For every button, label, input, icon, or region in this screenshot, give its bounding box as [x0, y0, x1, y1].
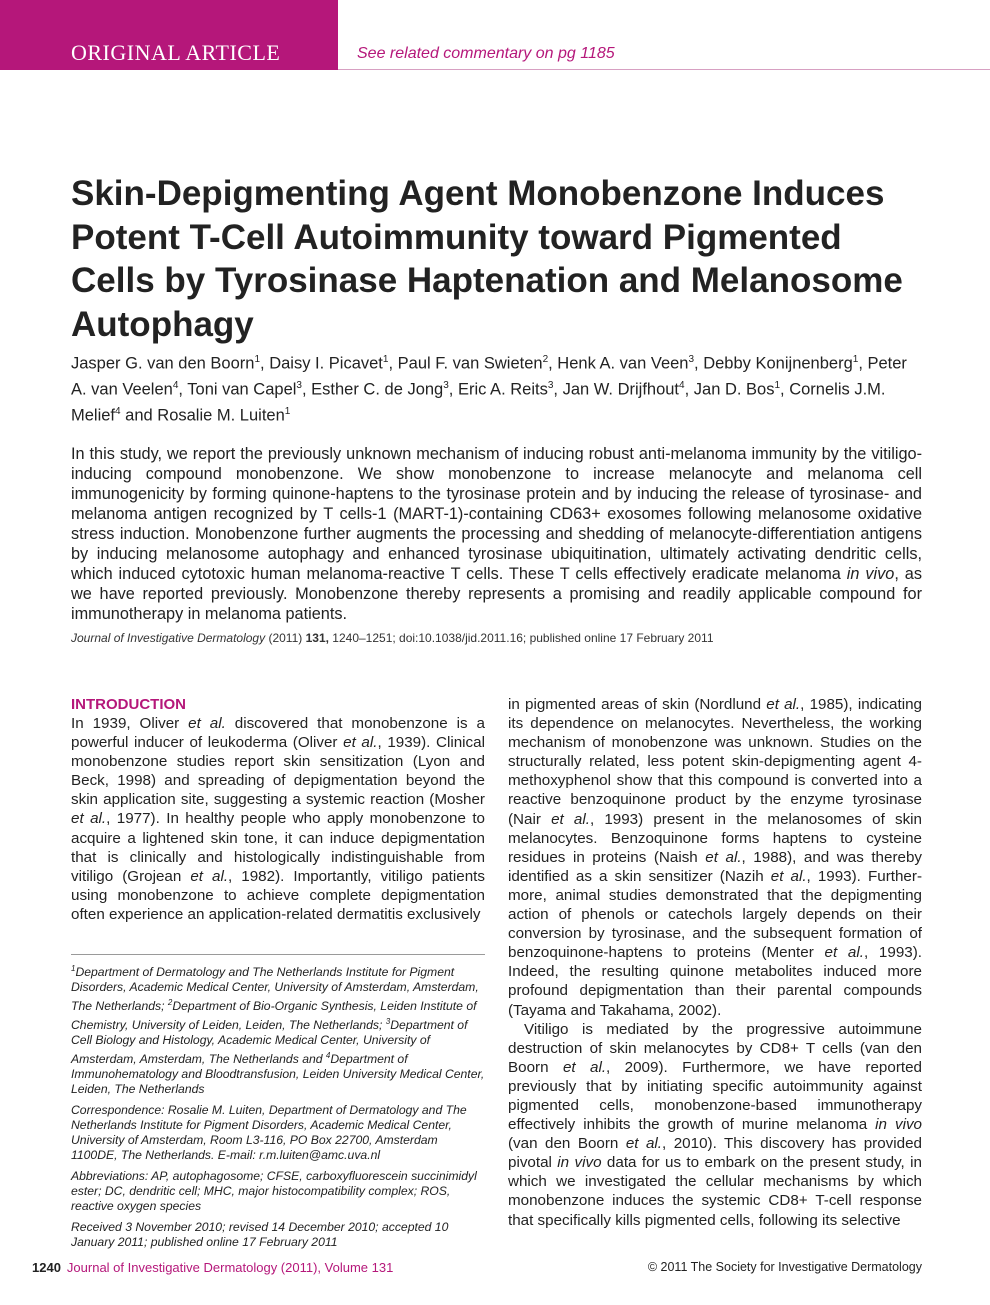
italic-run: et al. — [625, 1135, 663, 1153]
abstract-text-a: In this study, we report the previously unknown mechanism of inducing robust anti-melanoma immunity by the vitiligo-inducing compound monobenzone. We show monobenzone to increase melanocyte and melanoma cell immunogenicity by forming quinone-haptens to the tyrosinase protein and by inducing the release of tyrosinase- and melanoma antigen recognized by T cells-1 (MART-1)-containing CD63+ exosomes following melanosome oxidative stress induction. Monobenzone further augments the processing and shedding of melanocyte-differentiation antigens by inducing melanosome autophagy and enhanced tyrosinase ubiquitination, ultimately activating dendritic cells, which induced cytotoxic human melanoma-reactive T cells. These T cells effectively eradicate melanoma — [71, 445, 922, 583]
text-run: discovered that monobenzone is a powerful inducer of leukoderma (Oliver — [71, 715, 485, 752]
text-run: , 1988), and was thereby identified as a skin sensitizer (Nazih — [508, 848, 922, 885]
affiliation-number: 2 — [167, 998, 173, 1008]
affiliations — [71, 961, 485, 1097]
affiliation-number: 4 — [325, 1051, 331, 1061]
citation-year: (2011) — [268, 631, 303, 645]
citation-line — [71, 631, 931, 645]
author-name: Daisy I. Picavet — [269, 354, 383, 373]
intro-paragraph-1 — [71, 714, 485, 924]
citation-volume: 131, — [305, 631, 329, 645]
author-name: Esther C. de Jong — [311, 380, 444, 399]
text-run: , 1939). Clinical monobenzone studies report skin sensitization (Lyon and Beck, 1998) and spreading of depigmentation beyond the skin application site, suggesting a systemic reaction (Mosher — [71, 734, 485, 809]
footer-journal-info: Journal of Investigative Dermatology (2011), Volume 131 — [66, 1260, 394, 1275]
author-name: Rosalie M. Luiten — [157, 406, 285, 425]
affiliation-text: Department of Bio-Organic Synthesis, Leiden Institute of Chemistry, University of Leiden, Leiden, The Netherlands; — [71, 999, 477, 1033]
author-affiliation: 3 — [296, 380, 302, 391]
column-left — [71, 695, 485, 924]
author-affiliation: 2 — [542, 354, 549, 365]
author-separator: , — [548, 354, 558, 373]
italic-run: et al. — [343, 734, 378, 752]
italic-run: et al. — [190, 867, 229, 885]
author-affiliation: 4 — [679, 380, 685, 391]
text-run: , 2009). Furthermore, we have reported previously that by initiating specific autoimmunity against pigmented cells, monobenzone-based immunotherapy effectively inhibits the growth of murine melanoma — [508, 1058, 922, 1134]
author-list — [71, 349, 926, 427]
italic-run: et al. — [188, 715, 226, 732]
received-dates: Received 3 November 2010; revised 14 December 2010; accepted 10 January 2011; published online 17 February 2011 — [71, 1220, 449, 1250]
author-name: Toni van Capel — [187, 380, 297, 399]
column-right — [508, 695, 922, 1230]
section-heading-introduction: INTRODUCTION — [71, 696, 186, 713]
author-affiliation: 1 — [382, 354, 389, 365]
intro-paragraph-3 — [508, 1020, 922, 1230]
italic-run: et al. — [71, 810, 107, 828]
author-affiliation: 1 — [254, 354, 261, 365]
correspondence: Correspondence: Rosalie M. Luiten, Department of Dermatology and The Netherlands Institute for Pigment Disorders, Academic Medical Center, University of Amsterdam, Room L3-116, PO Box 22700, Amsterdam 1100DE, The Netherlands. E-mail: r.m.luiten@amc.uva.nl — [71, 1103, 467, 1163]
footer-copyright: © 2011 The Society for Investigative Dermatology — [647, 1260, 922, 1274]
text-run: , 2010). This discovery has provided pivotal — [508, 1135, 922, 1172]
author-separator: , — [301, 380, 312, 399]
article-title: Skin-Depigmenting Agent Monobenzone Induces Potent T-Cell Autoimmunity toward Pigmented Cells by Tyrosinase Haptenation and Melanosome Autophagy — [71, 174, 903, 344]
author-name: Peter A. van Veelen — [71, 354, 907, 399]
affiliation-text: Department of Dermatology and The Netherlands Institute for Pigment Disorders, Academic Medical Center, University of Amsterdam, Amsterdam, The Netherlands; — [71, 965, 479, 1014]
abbreviations: Abbreviations: AP, autophagosome; CFSE, carboxyfluorescein succinimidyl ester; DC, dendritic cell; MHC, major histocompatibility complex; ROS, reactive oxygen species — [71, 1169, 477, 1214]
section-band — [0, 0, 338, 70]
author-separator: , — [260, 354, 270, 373]
italic-run: et al. — [705, 848, 742, 866]
author-name: Jan D. Bos — [693, 380, 775, 399]
text-run: , 1985), indicating its dependence on melanocytes. Nevertheless, the working mechanism of monobenzone was unknown. Studies on the structurally related, less potent skin-depigmenting agent 4-methoxyphenol show that this compound is converted into a reactive benzoquinone product by the enzyme tyrosinase (Nair — [508, 696, 922, 828]
footer-journal — [32, 1260, 393, 1275]
text-run: Vitiligo is mediated by the progressive autoimmune destruction of skin melanocytes by CD8+ T cells (van den Boorn — [508, 1020, 922, 1076]
author-name: Jasper G. van den Boorn — [71, 354, 255, 373]
author-separator: , — [780, 380, 790, 399]
author-name: Henk A. van Veen — [557, 354, 689, 373]
abstract — [71, 444, 922, 624]
affiliation-text: Department of Cell Biology and Histology, Academic Medical Center, University of Amsterdam, Amsterdam, The Netherlands and — [71, 1018, 468, 1067]
italic-run: et al. — [551, 810, 590, 828]
author-name: Eric A. Reits — [457, 380, 548, 399]
related-commentary-link[interactable]: See related commentary on pg 1185 — [357, 45, 615, 62]
text-run: , 1982). Importantly, vitiligo patients using monobenzone to achieve complete depigmentation often experience an application-related dermatitis exclusively — [71, 867, 485, 923]
italic-run: et al. — [770, 867, 807, 885]
citation-journal: Journal of Investigative Dermatology — [71, 631, 266, 645]
text-run: , 1993). Indeed, the resulting quinone metabolites induced more profound depigmentation than their parental compounds (Tayama and Takahama, 2002). — [508, 944, 922, 1019]
italic-run: in vivo — [875, 1116, 922, 1134]
text-run: , 1993) present in the melanosomes of skin melanocytes. Benzoquinone forms haptens to cysteine residues in proteins (Naish — [508, 810, 922, 866]
author-separator: , — [553, 380, 563, 399]
author-separator: , — [694, 354, 704, 373]
text-run: , 1977). In healthy people who apply monobenzone to acquire a lightened skin tone, it can induce depigmentation that is clinically and histologically indistinguishable from vitiligo (Grojean — [71, 810, 485, 885]
author-name: Cornelis J.M. Melief — [71, 380, 886, 425]
footnotes — [71, 961, 485, 1256]
author-and: and — [120, 406, 158, 425]
abstract-text-c: , as we have reported previously. Monobenzone thereby represents a promising and readily applicable compound for immunotherapy in melanoma patients. — [71, 565, 922, 623]
citation-rest: 1240–1251; doi:10.1038/jid.2011.16; published online 17 February 2011 — [332, 631, 714, 645]
author-name: Paul F. van Swieten — [397, 354, 543, 373]
italic-run: in vivo — [557, 1154, 602, 1172]
italic-run: et al. — [824, 944, 864, 962]
footnote-divider — [71, 954, 485, 955]
author-separator: , — [858, 354, 868, 373]
author-affiliation: 3 — [443, 380, 449, 391]
author-separator: , — [388, 354, 398, 373]
author-affiliation: 4 — [172, 380, 179, 391]
author-affiliation: 1 — [774, 380, 781, 391]
abstract-text-b: in vivo — [846, 565, 895, 583]
affiliation-number: 1 — [71, 964, 76, 973]
text-run: in pigmented areas of skin (Nordlund — [508, 696, 767, 713]
author-separator: , — [684, 380, 694, 399]
section-label: ORIGINAL ARTICLE — [71, 40, 281, 65]
author-affiliation: 4 — [115, 406, 121, 417]
author-affiliation: 3 — [688, 354, 695, 365]
author-affiliation: 1 — [852, 354, 859, 365]
author-name: Debby Konijnenberg — [703, 354, 853, 373]
italic-run: et al. — [562, 1058, 607, 1076]
text-run: , 1993). Furthermore, animal studies demonstrated that the depigmenting action of phenols or catechols largely depends on their conversion by tyrosinase, and the subsequent formation of benzoquinone-haptens to proteins (Menter — [508, 867, 922, 962]
header-rule — [338, 69, 990, 70]
intro-paragraph-2 — [508, 695, 922, 1020]
author-name: Jan W. Drijfhout — [562, 380, 680, 399]
text-run: data for us to embark on the present study, in which we investigated the cellular mechanisms by which monobenzone induces the systemic CD8+ T-cell response that specifically kills pigmented cells, following its selective — [508, 1154, 922, 1229]
italic-run: et al. — [766, 696, 801, 713]
text-run: In 1939, Oliver — [71, 715, 189, 732]
affiliation-text: Department of Immunohematology and Bloodtransfusion, Leiden University Medical Center, Leiden, The Netherlands — [71, 1052, 485, 1097]
text-run: (van den Boorn — [508, 1135, 626, 1153]
affiliation-number: 3 — [385, 1017, 391, 1027]
author-affiliation: 3 — [547, 380, 554, 391]
author-separator: , — [178, 380, 188, 399]
page-number: 1240 — [32, 1260, 61, 1275]
author-separator: , — [448, 380, 458, 399]
author-affiliation: 1 — [284, 406, 291, 417]
